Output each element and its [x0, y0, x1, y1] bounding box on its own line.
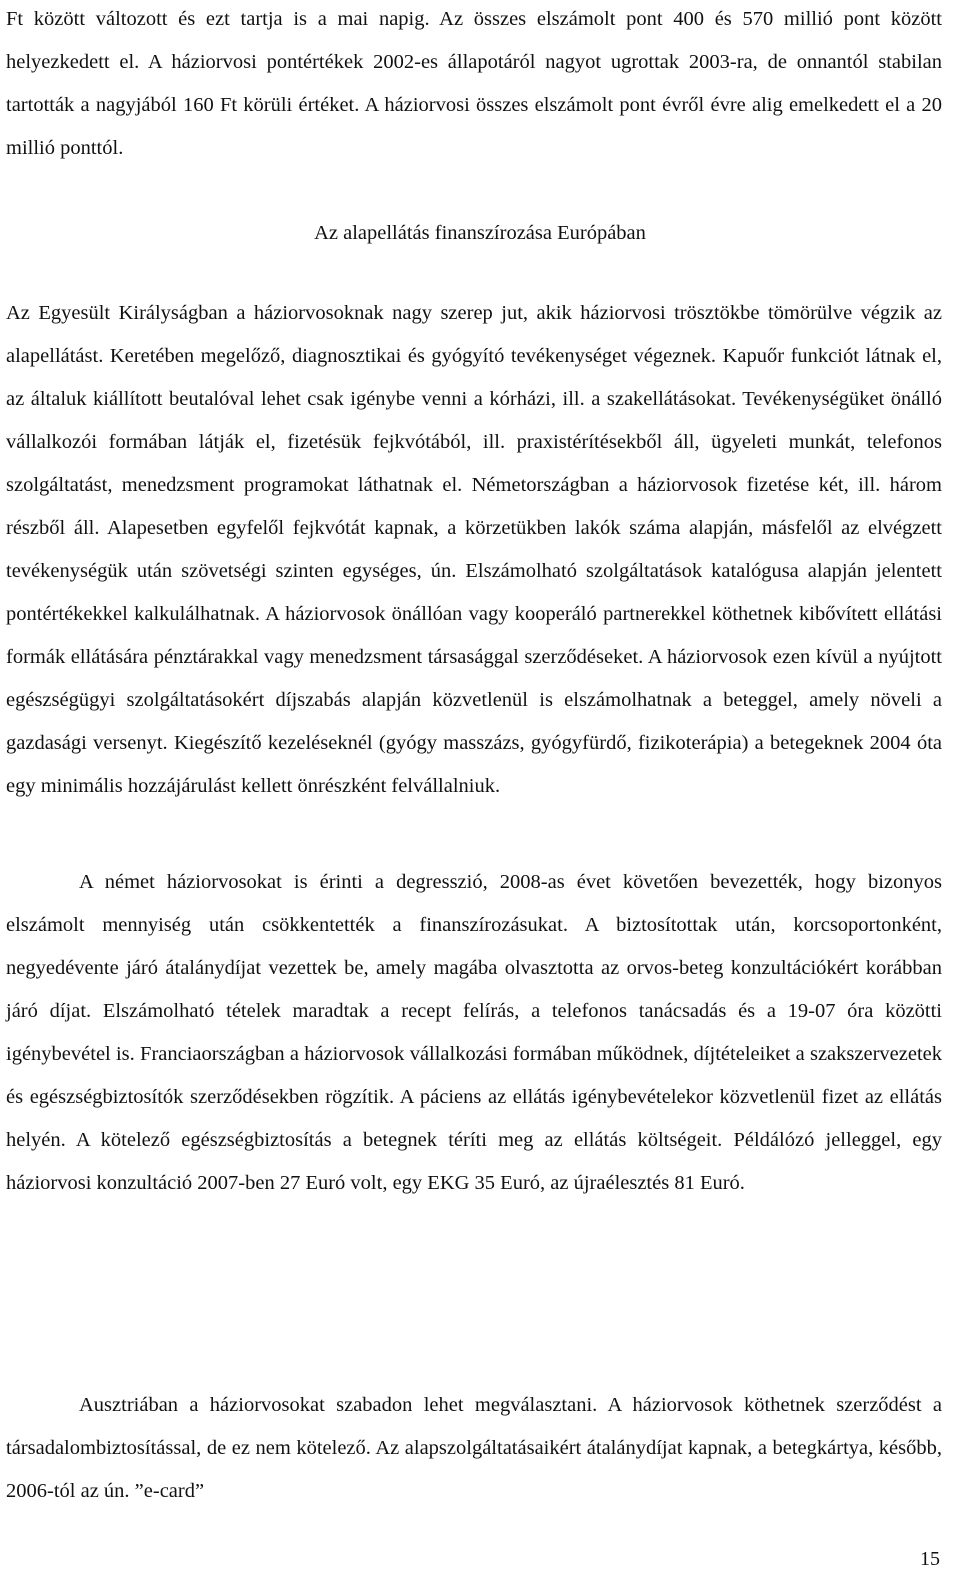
body-paragraph: Ausztriában a háziorvosokat szabadon lehet megválasztani. A háziorvosok köthetnek szerződést a társadalombiztosítással, de ez nem kötelező. Az alapszolgáltatásaikért átalánydíjat kapnak, a betegkártya, később, 2006-tól az ún. ”e-card”: [6, 1394, 942, 1502]
page-number: 15: [920, 1548, 940, 1570]
section-heading: Az alapellátás finanszírozása Európában: [314, 222, 646, 244]
body-paragraph: A német háziorvosokat is érinti a degresszió, 2008-as évet követően bevezették, hogy bizonyos elszámolt mennyiség után csökkentették a finanszírozásukat. A biztosítottak után, korcsoportonként, negyedévente járó átalánydíjat vezettek be, amely magába olvasztotta az orvos-beteg konzultációkért korábban járó díjat. Elszámolható tételek maradtak a recept felírás, a telefonos tanácsadás és a 19-07 óra közötti igénybevétel is. Franciaországban a háziorvosok vállalkozási formában működnek, díjtételeiket a szakszervezetek és egészségbiztosítók szerződésekben rögzítik. A páciens az ellátás igénybevételekor közvetlenül fizet az ellátás helyén. A kötelező egészségbiztosítás a betegnek téríti meg az ellátás költségeit. Példálózó jelleggel, egy háziorvosi konzultáció 2007-ben 27 Euró volt, egy EKG 35 Euró, az újraélesztés 81 Euró.: [6, 871, 942, 1194]
body-paragraph: Az Egyesült Királyságban a háziorvosoknak nagy szerep jut, akik háziorvosi trösztökbe tömörülve végzik az alapellátást. Keretében megelőző, diagnosztikai és gyógyító tevékenységet végeznek. Kapuőr funkciót látnak el, az általuk kiállított beutalóval lehet csak igénybe venni a kórházi, ill. a szakellátásokat. Tevékenységüket önálló vállalkozói formában látják el, fizetésük fejkvótából, ill. praxistérítésekből áll, ügyeleti munkát, telefonos szolgáltatást, menedzsment programokat láthatnak el. Németországban a háziorvosok fizetése két, ill. három részből áll. Alapesetben egyfelől fejkvótát kapnak, a körzetükben lakók száma alapján, másfelől az elvégzett tevékenységük után szövetségi szinten egységes, ún. Elszámolható szolgáltatások katalógusa alapján jelentett pontértékekkel kalkulálhatnak. A háziorvosok önállóan vagy kooperáló partnerekkel köthetnek kibővített ellátási formák ellátására pénztárakkal vagy menedzsment társasággal szerződéseket. A háziorvosok ezen kívül a nyújtott egészségügyi szolgáltatásokért díjszabás alapján közvetlenül is elszámolhatnak a beteggel, amely növeli a gazdasági versenyt. Kiegészítő kezeléseknél (gyógy masszázs, gyógyfürdő, fizikoterápia) a betegeknek 2004 óta egy minimális hozzájárulást kellett önrészként felvállalniuk.: [6, 302, 942, 797]
body-paragraph: Ft között változott és ezt tartja is a mai napig. Az összes elszámolt pont 400 és 570 millió pont között helyezkedett el. A háziorvosi pontértékek 2002-es állapotáról nagyot ugrottak 2003-ra, de onnantól stabilan tartották a nagyjából 160 Ft körüli értéket. A háziorvosi összes elszámolt pont évről évre alig emelkedett el a 20 millió ponttól.: [6, 8, 942, 159]
